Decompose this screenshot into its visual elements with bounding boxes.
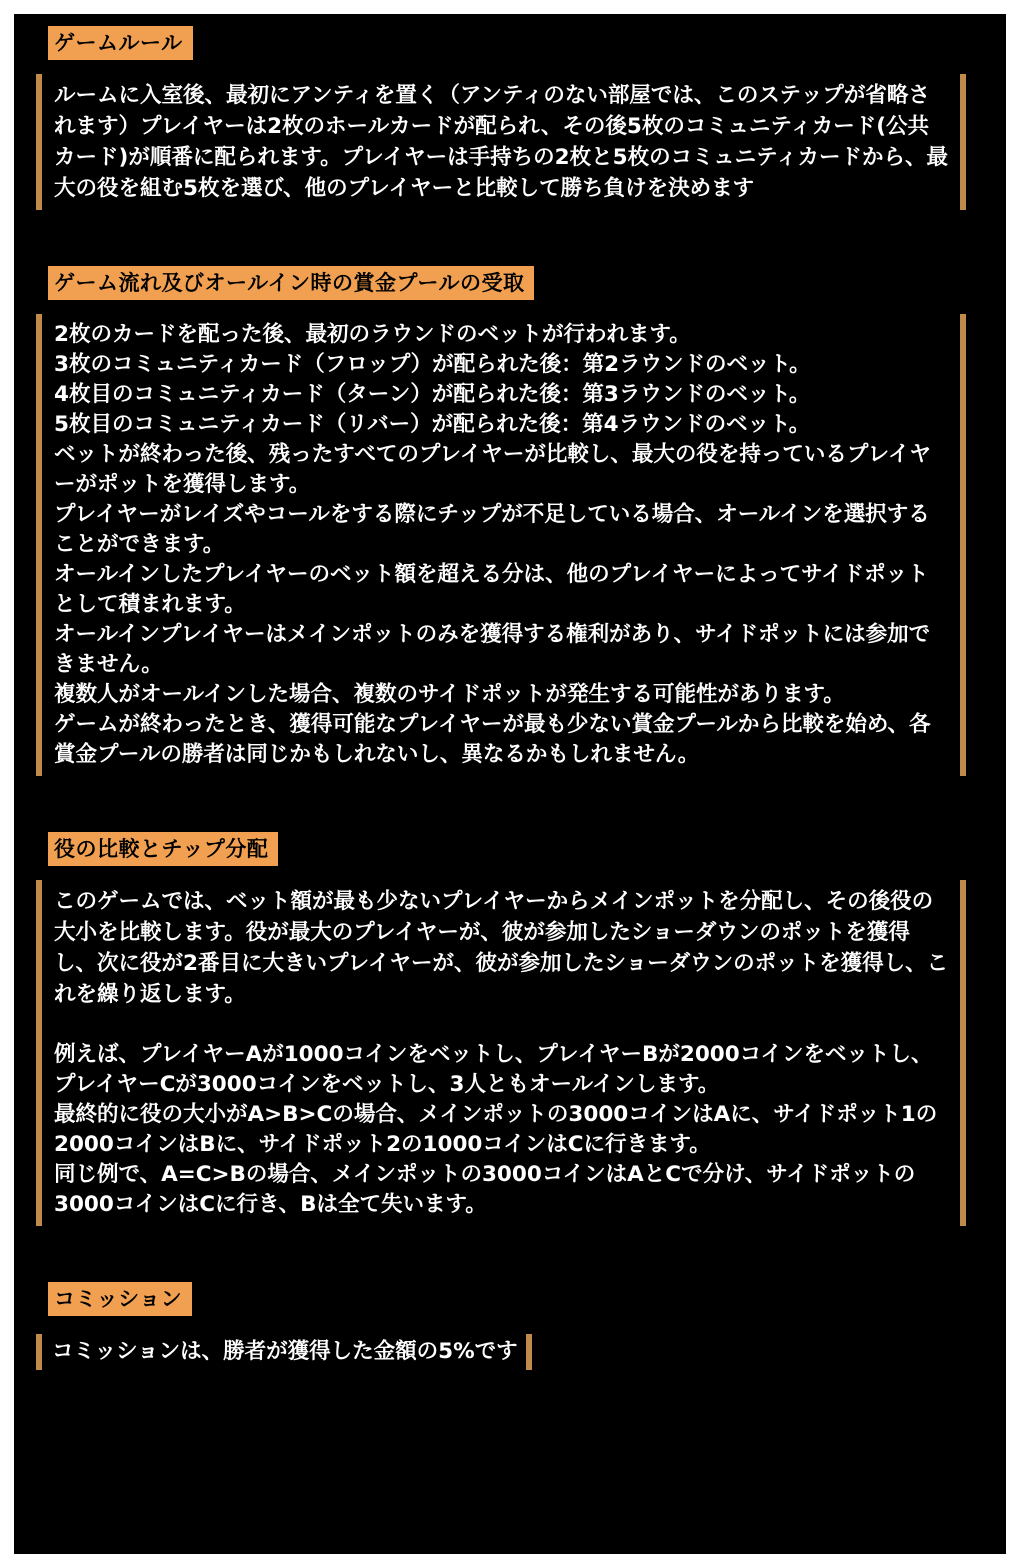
section-body-game-rules bbox=[36, 74, 966, 210]
document-content bbox=[14, 14, 1006, 1554]
text-line: 最終的に役の大小がA>B>Cの場合、メインポットの3000コインはAに、サイドポット1の2000コインはBに、サイドポット2の1000コインはCに行きます。 bbox=[54, 1102, 938, 1157]
section-heading-game-flow: ゲーム流れ及びオールイン時の賞金プールの受取 bbox=[48, 266, 534, 300]
section-body-game-flow bbox=[36, 314, 966, 776]
text-line: ゲームが終わったとき、獲得可能なプレイヤーが最も少ない賞金プールから比較を始め、各賞金プールの勝者は同じかもしれないし、異なるかもしれません。 bbox=[54, 712, 931, 767]
page-border-left bbox=[0, 0, 14, 1564]
section-heading-game-rules: ゲームルール bbox=[48, 26, 193, 60]
blank-line bbox=[54, 1010, 950, 1040]
paragraph: ルームに入室後、最初にアンティを置く（アンティのない部屋では、このステップが省略されます）プレイヤーは2枚のホールカードが配られ、その後5枚のコミュニティカード(公共カード)が順番に配られます。プレイヤーは手持ちの2枚と5枚のコミュニティカードから、最大の役を組む5枚を選び、他のプレイヤーと比較して勝ち負けを決めます bbox=[54, 83, 948, 201]
spacer bbox=[14, 210, 1006, 266]
paragraph: このゲームでは、ベット額が最も少ないプレイヤーからメインポットを分配し、その後役の大小を比較します。役が最大のプレイヤーが、彼が参加したショーダウンのポットを獲得し、次に役が2番目に大きいプレイヤーが、彼が参加したショーダウンのポットを獲得し、これを繰り返します。 bbox=[54, 889, 949, 1007]
section-chip-distribution bbox=[14, 832, 1006, 1226]
section-heading-chip-distribution: 役の比較とチップ分配 bbox=[48, 832, 278, 866]
spacer bbox=[14, 1316, 1006, 1334]
section-body-chip-distribution bbox=[36, 880, 966, 1226]
text-line: 5枚目のコミュニティカード（リバー）が配られた後：第4ラウンドのベット。 bbox=[54, 412, 811, 437]
text-line: ベットが終わった後、残ったすべてのプレイヤーが比較し、最大の役を持っているプレイヤーがポットを獲得します。 bbox=[54, 442, 931, 497]
text-line: オールインプレイヤーはメインポットのみを獲得する権利があり、サイドポットには参加できません。 bbox=[54, 622, 931, 677]
text-line: 同じ例で、A=C>Bの場合、メインポットの3000コインはAとCで分け、サイドポットの3000コインはCに行き、Bは全て失います。 bbox=[54, 1162, 916, 1217]
text-line: 複数人がオールインした場合、複数のサイドポットが発生する可能性があります。 bbox=[54, 682, 845, 707]
spacer bbox=[14, 776, 1006, 832]
text-line: オールインしたプレイヤーのベット額を超える分は、他のプレイヤーによってサイドポットとして積まれます。 bbox=[54, 562, 929, 617]
page-border-top bbox=[0, 0, 1020, 14]
text-line: 例えば、プレイヤーAが1000コインをベットし、プレイヤーBが2000コインをベットし、プレイヤーCが3000コインをベットし、3人ともオールインします。 bbox=[54, 1042, 933, 1097]
text-line: 4枚目のコミュニティカード（ターン）が配られた後：第3ラウンドのベット。 bbox=[54, 382, 811, 407]
section-game-rules bbox=[14, 14, 1006, 210]
page-border-right bbox=[1006, 0, 1020, 1564]
section-game-flow bbox=[14, 266, 1006, 776]
spacer bbox=[14, 1226, 1006, 1282]
commission-text: コミッションは、勝者が獲得した金額の5%です bbox=[36, 1334, 532, 1370]
section-heading-commission: コミッション bbox=[48, 1282, 192, 1316]
text-line: 3枚のコミュニティカード（フロップ）が配られた後：第2ラウンドのベット。 bbox=[54, 352, 811, 377]
text-line: 2枚のカードを配った後、最初のラウンドのベットが行われます。 bbox=[54, 322, 691, 347]
section-commission bbox=[14, 1282, 1006, 1370]
text-line: プレイヤーがレイズやコールをする際にチップが不足している場合、オールインを選択することができます。 bbox=[54, 502, 930, 557]
page-border-bottom bbox=[0, 1554, 1020, 1564]
